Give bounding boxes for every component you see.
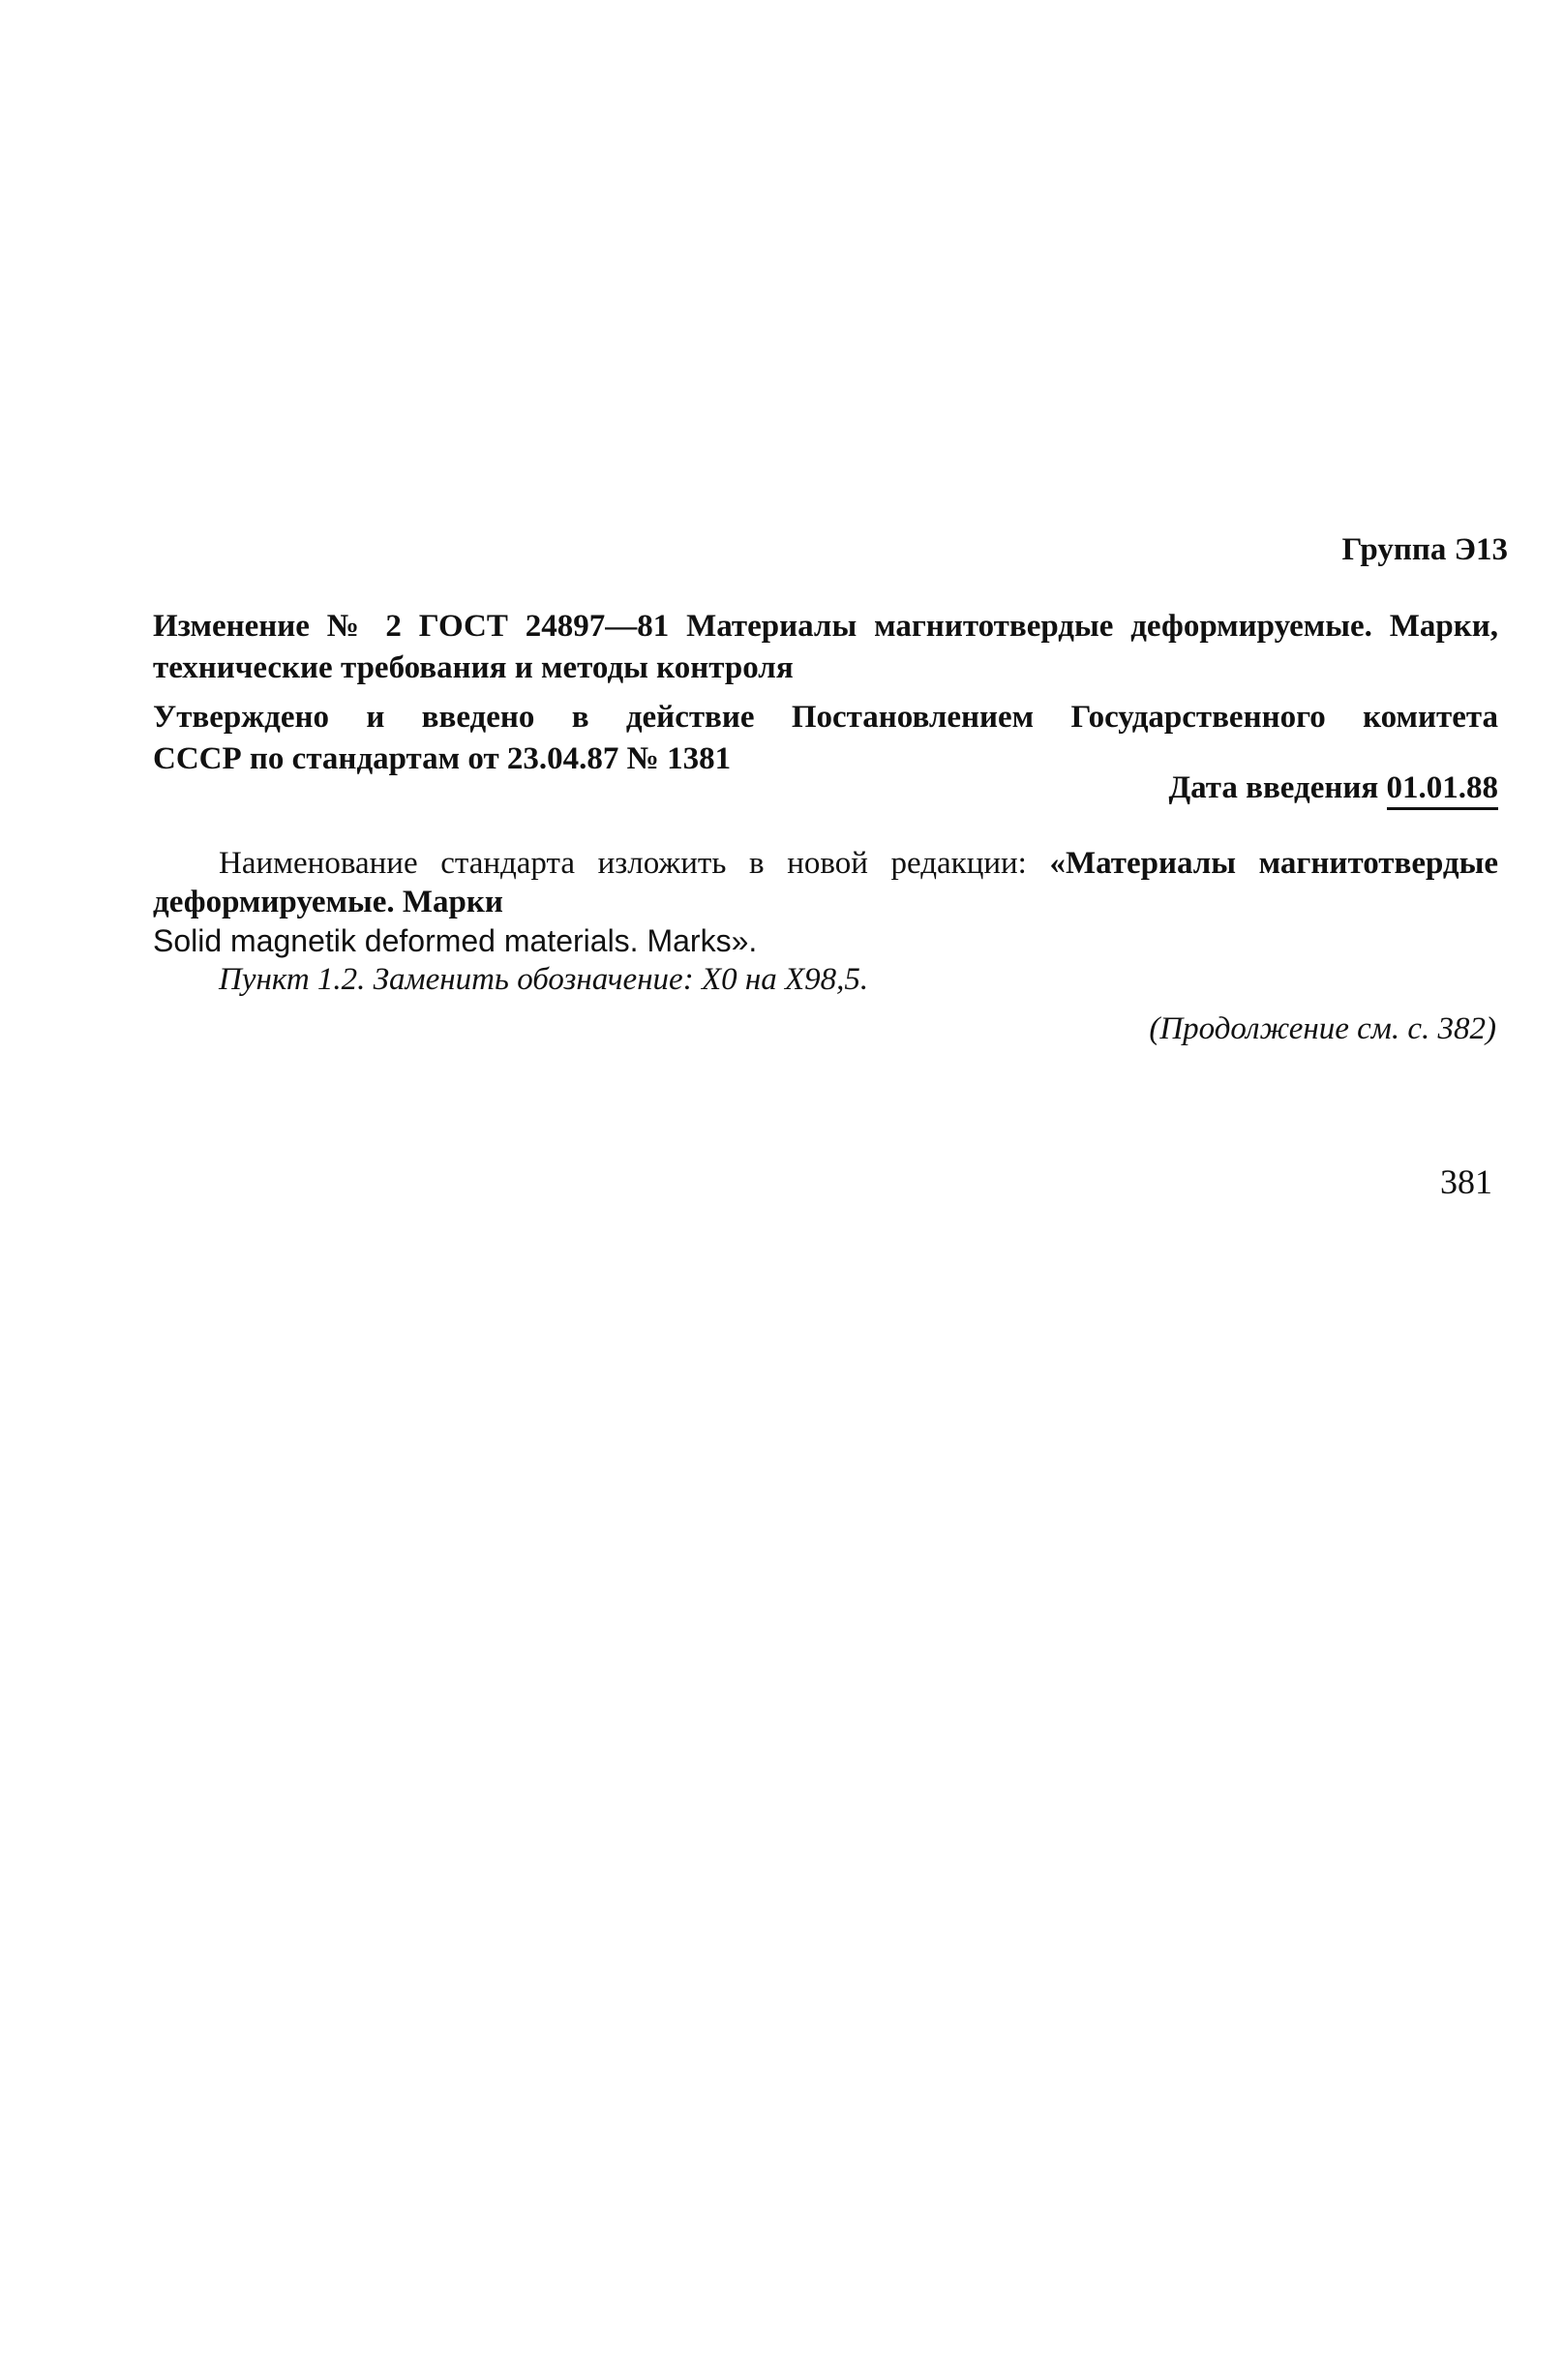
introduction-date-value: 01.01.88 bbox=[1387, 770, 1499, 810]
paragraph-title-change bbox=[153, 844, 1498, 921]
new-title-ru: «Материалы магнитотвердые деформируемые. Марки bbox=[153, 846, 1498, 919]
introduction-date bbox=[1168, 770, 1498, 806]
paragraph-item-1-2: Пункт 1.2. Заменить обозначение: Х0 на Х98,5. bbox=[219, 962, 869, 997]
paragraph-title-change-lead: Наименование стандарта изложить в новой редакции: bbox=[219, 846, 1050, 881]
amendment-body bbox=[153, 844, 1498, 999]
group-label: Группа Э13 bbox=[1341, 532, 1508, 567]
introduction-date-label: Дата введения bbox=[1168, 770, 1379, 805]
page-number: 381 bbox=[1440, 1162, 1492, 1201]
document-title: Изменение № 2 ГОСТ 24897—81 Материалы магнитотвердые деформируемые. Марки, технические требования и методы контроля bbox=[153, 609, 1498, 685]
approval-statement bbox=[153, 697, 1498, 780]
approval-line-1: Утверждено и введено в действие Постановлением Государственного комитета bbox=[153, 700, 1498, 735]
continuation-note: (Продолжение см. с. 382) bbox=[1149, 1011, 1496, 1046]
approval-line-2: СССР по стандартам от 23.04.87 № 1381 bbox=[153, 741, 732, 776]
new-title-en: Solid magnetik deformed materials. Marks». bbox=[153, 923, 758, 958]
